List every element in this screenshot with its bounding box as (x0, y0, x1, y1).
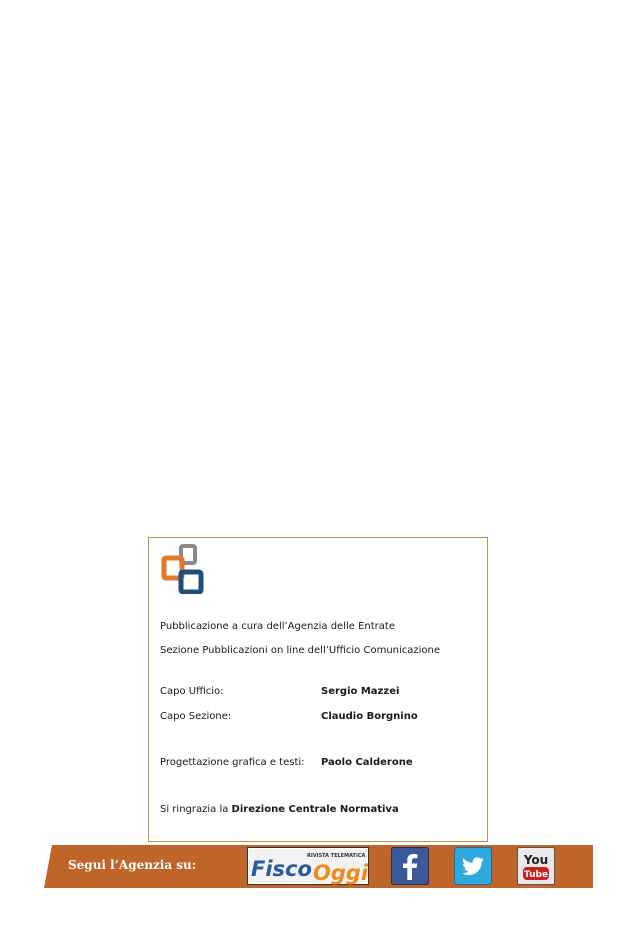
section-head-label: Capo Sezione: (160, 711, 232, 722)
footer-band (44, 845, 593, 888)
fiscooggi-word-oggi: Oggi (313, 861, 369, 885)
publisher-line: Pubblicazione a cura dell’Agenzia delle Entrate (160, 621, 395, 632)
youtube-word-you: You (523, 853, 549, 867)
follow-label: Segui l’Agenzia su: (68, 858, 197, 872)
twitter-icon[interactable] (454, 847, 492, 885)
design-label: Progettazione grafica e testi: (160, 757, 305, 768)
agenzia-entrate-logo-icon (161, 544, 207, 594)
office-head-label: Capo Ufficio: (160, 686, 224, 697)
facebook-icon[interactable] (391, 847, 429, 885)
thanks-name: Direzione Centrale Normativa (231, 804, 399, 815)
fiscooggi-caption: RIVISTA TELEMATICA (307, 853, 366, 859)
colophon-box (148, 537, 488, 842)
thanks-prefix: Si ringrazia la (160, 804, 229, 815)
youtube-word-tube: Tube (523, 870, 549, 880)
design-name: Paolo Calderone (321, 757, 413, 768)
fiscooggi-link[interactable] (247, 847, 369, 885)
office-head-name: Sergio Mazzei (321, 686, 400, 697)
section-line: Sezione Pubblicazioni on line dell’Ufficio Comunicazione (160, 645, 441, 656)
youtube-icon[interactable] (517, 847, 555, 885)
fiscooggi-word-fisco: Fisco (251, 857, 312, 881)
thanks-line (160, 804, 399, 815)
section-head-name: Claudio Borgnino (321, 711, 418, 722)
